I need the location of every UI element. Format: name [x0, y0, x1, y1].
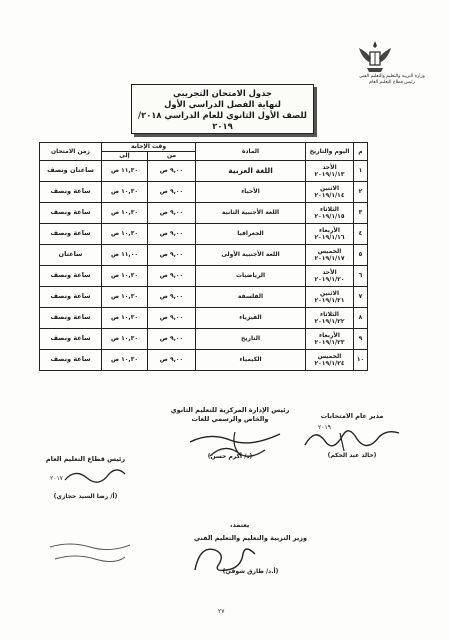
minister-stamp-text-icon: [45, 535, 135, 570]
row-num: ١٠: [354, 350, 368, 371]
row-subject: الفيزياء: [196, 308, 306, 329]
row-duration: ساعة ونصف: [40, 182, 102, 203]
egypt-eagle-emblem-icon: [353, 38, 397, 78]
title-line-3: للصف الأول الثانوي للعام الدراسي ٢٠١٨/ ٢٠١٩: [138, 110, 307, 131]
header-from: من: [148, 152, 196, 161]
row-day: الأربعاء: [319, 331, 340, 339]
header-answer-time: وقت الإجابة: [102, 143, 196, 152]
table-row: [40, 224, 368, 245]
page-number: ٢٧: [218, 608, 225, 615]
ministry-name: وزارة التربية والتعليم والتعليم الفني: [359, 74, 425, 79]
director-sign-date: ٢٠١٩: [318, 424, 331, 431]
central-admin-handwritten-signature-icon: [180, 428, 290, 463]
header-duration: زمن الامتحان: [40, 143, 102, 161]
row-day-date: [306, 224, 354, 245]
row-to-time: ١٠,٣٠ ص: [102, 329, 148, 350]
row-day-date: [306, 182, 354, 203]
row-to-time: ١٠,٣٠ ص: [102, 287, 148, 308]
row-day: الأربعاء: [319, 226, 340, 234]
header-day-date: اليوم والتاريخ: [306, 143, 354, 161]
table-row: [40, 266, 368, 287]
row-from-time: ٩,٠٠ ص: [148, 287, 196, 308]
row-duration: ساعتان ونصف: [40, 161, 102, 182]
row-subject: التاريخ: [196, 329, 306, 350]
row-to-time: ١١,٠٠ ص: [102, 245, 148, 266]
schedule-title-box: [131, 84, 314, 134]
central-admin-name: (د/ أكرم حسن): [207, 453, 253, 460]
row-to-time: ١٠,٣٠ ص: [102, 182, 148, 203]
row-day-date: [306, 161, 354, 182]
row-subject: اللغة الأجنبية الأولى: [196, 245, 306, 266]
row-day-date: [306, 266, 354, 287]
row-date: ٢٠١٩/١/١٧: [314, 255, 345, 262]
row-num: ٤: [354, 224, 368, 245]
row-num: ٨: [354, 308, 368, 329]
row-num: ٦: [354, 266, 368, 287]
header-num: م: [354, 143, 368, 161]
header-subject: المادة: [196, 143, 306, 161]
minister-handwritten-signature-icon: [185, 540, 265, 580]
row-date: ٢٠١٩/١/١٦: [314, 234, 345, 241]
row-day: الأحد: [322, 163, 337, 171]
row-date: ٢٠١٩/١/٢٣: [314, 339, 345, 346]
row-date: ٢٠١٩/١/٢٢: [314, 318, 345, 325]
row-duration: ساعة ونصف: [40, 266, 102, 287]
row-day: الثلاثاء: [320, 310, 339, 318]
table-row: [40, 182, 368, 203]
exam-schedule-table: [39, 142, 368, 371]
row-num: ٣: [354, 203, 368, 224]
row-from-time: ٩,٠٠ ص: [148, 329, 196, 350]
table-row: [40, 329, 368, 350]
central-admin-title-2: والخاص والرسمي للغات: [191, 415, 269, 423]
row-num: ٥: [354, 245, 368, 266]
row-day-date: [306, 203, 354, 224]
row-to-time: ١٠,٣٠ ص: [102, 350, 148, 371]
row-subject: الجغرافيا: [196, 224, 306, 245]
header-to: إلى: [102, 152, 148, 161]
director-name: (خالد عبد الحكم): [327, 452, 377, 459]
table-header-row: [40, 143, 368, 152]
row-day-date: [306, 245, 354, 266]
row-subject: الكيمياء: [196, 350, 306, 371]
row-to-time: ١١,٣٠ ص: [102, 161, 148, 182]
row-day: الخميس: [317, 352, 342, 360]
row-day-date: [306, 308, 354, 329]
row-day: الاثنين: [319, 289, 340, 297]
row-subject: الفلسفة: [196, 287, 306, 308]
row-from-time: ٩,٠٠ ص: [148, 245, 196, 266]
row-day-date: [306, 329, 354, 350]
central-admin-title-1: رئيس الإدارة المركزية للتعليم الثانوي: [170, 406, 290, 414]
row-day: الثلاثاء: [320, 205, 339, 213]
table-row: [40, 245, 368, 266]
row-day-date: [306, 287, 354, 308]
ministry-header: [352, 74, 432, 85]
row-to-time: ١٠,٣٠ ص: [102, 203, 148, 224]
row-subject: اللغة العربية: [196, 161, 306, 182]
approval-label: يعتمد،: [230, 521, 250, 529]
row-to-time: ١٠,٣٠ ص: [102, 266, 148, 287]
row-from-time: ٩,٠٠ ص: [148, 161, 196, 182]
title-line-1: جدول الامتحان التجريبي: [173, 88, 272, 98]
row-num: ٧: [354, 287, 368, 308]
table-row: [40, 308, 368, 329]
row-from-time: ٩,٠٠ ص: [148, 224, 196, 245]
row-num: ٢: [354, 182, 368, 203]
sector-name: رئيس قطاع التعليم العام: [369, 79, 415, 85]
row-subject: الأحياء: [196, 182, 306, 203]
row-date: ٢٠١٩/١/٢١: [314, 297, 345, 304]
row-day: الخميس: [317, 247, 342, 255]
row-from-time: ٩,٠٠ ص: [148, 182, 196, 203]
row-num: ١: [354, 161, 368, 182]
minister-title: وزير التربية والتعليم والتعليم الفني: [193, 534, 308, 542]
row-duration: ساعتان: [40, 245, 102, 266]
title-line-2: لنهاية الفصل الدراسي الأول: [164, 99, 281, 109]
row-date: ٢٠١٩/١/١٤: [314, 192, 345, 199]
row-date: ٢٠١٩/١/١٥: [314, 213, 345, 220]
table-row: [40, 350, 368, 371]
row-duration: ساعة ونصف: [40, 308, 102, 329]
row-duration: ساعة ونصف: [40, 203, 102, 224]
row-date: ٢٠١٩/١/١٣: [314, 171, 345, 178]
row-num: ٩: [354, 329, 368, 350]
table-row: [40, 287, 368, 308]
table-row: [40, 161, 368, 182]
sector-head-sign-date: ٢٠١٧: [50, 475, 63, 482]
row-subject: اللغة الأجنبية الثانية: [196, 203, 306, 224]
row-duration: ساعة ونصف: [40, 287, 102, 308]
row-duration: ساعة ونصف: [40, 224, 102, 245]
row-day-date: [306, 350, 354, 371]
sector-head-name: (أ/ رضا السيد حجازي): [53, 493, 118, 500]
sector-head-title: رئيس قطاع التعليم العام: [45, 455, 126, 463]
row-date: ٢٠١٩/١/٢٠: [314, 276, 345, 283]
sector-head-handwritten-signature-icon: [60, 464, 130, 489]
row-from-time: ٩,٠٠ ص: [148, 203, 196, 224]
row-to-time: ١٠,٣٠ ص: [102, 308, 148, 329]
row-from-time: ٩,٠٠ ص: [148, 350, 196, 371]
row-day: الأحد: [322, 268, 337, 276]
director-handwritten-signature-icon: [300, 425, 410, 455]
row-duration: ساعة ونصف: [40, 350, 102, 371]
row-duration: ساعة ونصف: [40, 329, 102, 350]
minister-name: (أ.د/ طارق شوقي): [222, 568, 279, 575]
table-row: [40, 203, 368, 224]
row-from-time: ٩,٠٠ ص: [148, 308, 196, 329]
row-date: ٢٠١٩/١/٢٤: [314, 360, 345, 367]
row-subject: الرياضيات: [196, 266, 306, 287]
row-to-time: ١٠,٣٠ ص: [102, 224, 148, 245]
row-day: الاثنين: [319, 184, 340, 192]
director-title: مدير عام الامتحانات: [320, 412, 384, 420]
row-from-time: ٩,٠٠ ص: [148, 266, 196, 287]
